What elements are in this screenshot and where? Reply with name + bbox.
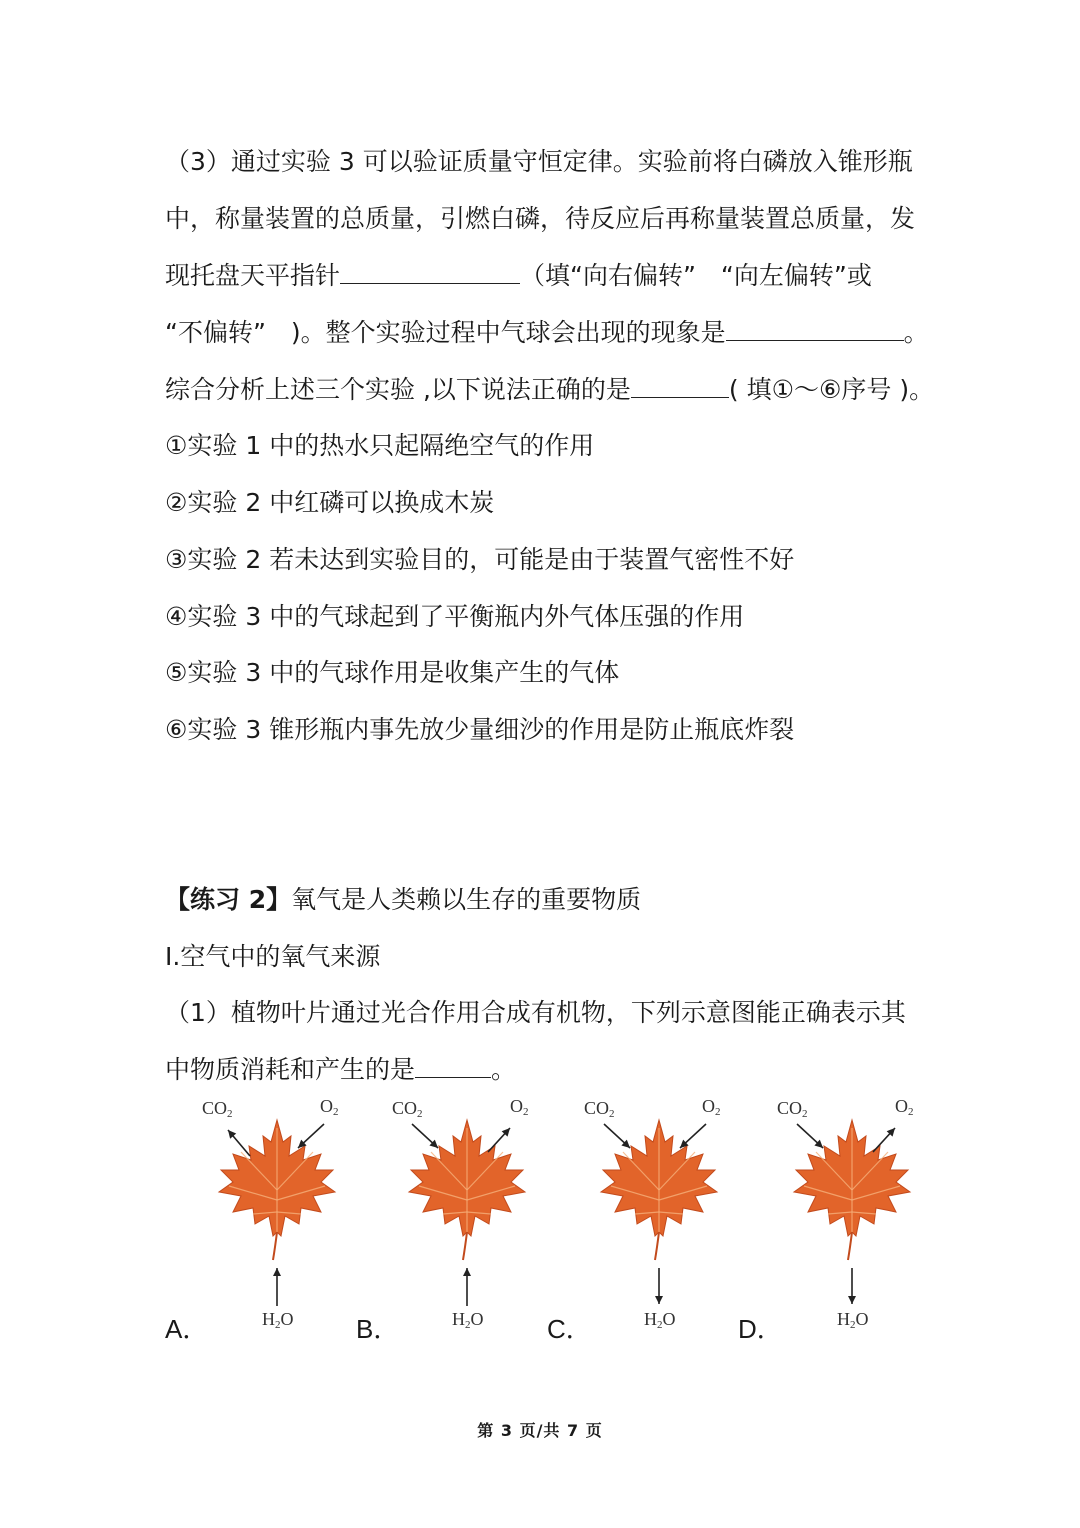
co2-arrow-in	[604, 1124, 630, 1148]
q3-line2: 中，称量装置的总质量，引燃白磷，待反应后再称量装置总质量，发	[165, 204, 916, 233]
maple-leaf-icon	[794, 1120, 910, 1260]
q3-line1: （3）通过实验 3 可以验证质量守恒定律。实验前将白磷放入锥形瓶	[165, 147, 913, 176]
o2-label: $O_2$	[702, 1096, 721, 1118]
co2-label: $CO_2$	[202, 1098, 233, 1120]
statement-5: ⑤实验 3 中的气球作用是收集产生的气体	[165, 658, 620, 687]
h2o-arrow-in	[273, 1268, 281, 1306]
q3-line5: 综合分析上述三个实验 ,以下说法正确的是 ( 填①～⑥序号 )。	[165, 375, 935, 404]
statement-6: ⑥实验 3 锥形瓶内事先放少量细沙的作用是防止瓶底炸裂	[165, 715, 795, 744]
section-title: Ⅰ.空气中的氧气来源	[165, 942, 381, 971]
answer-blank-balloon[interactable]	[726, 318, 904, 341]
o2-label: $O_2$	[895, 1096, 914, 1118]
q3-line4: “不偏转” )。整个实验过程中气球会出现的现象是 。	[165, 318, 929, 347]
answer-blank-pointer[interactable]	[340, 261, 520, 284]
statement-4: ④实验 3 中的气球起到了平衡瓶内外气体压强的作用	[165, 602, 745, 631]
q1-line1: （1）植物叶片通过光合作用合成有机物，下列示意图能正确表示其	[165, 998, 906, 1027]
h2o-label: $H_2O$	[837, 1309, 869, 1331]
h2o-arrow-in	[463, 1268, 471, 1306]
maple-leaf-icon	[409, 1120, 525, 1260]
leaf-diagram-b	[390, 1098, 550, 1328]
page-footer: 第 3 页/共 7 页	[477, 1421, 603, 1440]
h2o-arrow-out	[655, 1268, 663, 1304]
leaf-diagram-c	[582, 1098, 742, 1328]
practice2-heading: 【练习 2】氧气是人类赖以生存的重要物质	[165, 885, 642, 914]
option-a-label[interactable]: A．	[165, 1314, 209, 1344]
h2o-arrow-out	[848, 1268, 856, 1304]
q3-line3: 现托盘天平指针 （填“向右偏转” “向左偏转”或	[165, 261, 872, 290]
option-c-label[interactable]: C．	[547, 1314, 592, 1344]
h2o-label: $H_2O$	[262, 1309, 294, 1331]
o2-label: $O_2$	[320, 1096, 339, 1118]
co2-arrow-out	[228, 1130, 250, 1156]
o2-arrow-in	[680, 1124, 706, 1148]
answer-blank-statements[interactable]	[631, 375, 729, 398]
co2-arrow-in	[797, 1124, 823, 1148]
h2o-label: $H_2O$	[452, 1309, 484, 1331]
co2-label: $CO_2$	[392, 1098, 423, 1120]
o2-arrow-out	[488, 1128, 510, 1152]
leaf-diagram-a	[200, 1098, 360, 1328]
o2-arrow-out	[873, 1128, 895, 1152]
h2o-label: $H_2O$	[644, 1309, 676, 1331]
option-b-label[interactable]: B．	[356, 1314, 400, 1344]
statement-2: ②实验 2 中红磷可以换成木炭	[165, 488, 495, 517]
q1-line2: 中物质消耗和产生的是 。	[165, 1055, 517, 1084]
statement-1: ①实验 1 中的热水只起隔绝空气的作用	[165, 431, 595, 460]
leaf-diagram-d	[775, 1098, 935, 1328]
co2-label: $CO_2$	[584, 1098, 615, 1120]
answer-blank-photosynthesis[interactable]	[415, 1055, 491, 1078]
statement-3: ③实验 2 若未达到实验目的，可能是由于装置气密性不好	[165, 545, 795, 574]
option-d-label[interactable]: D．	[738, 1314, 783, 1344]
o2-label: $O_2$	[510, 1096, 529, 1118]
o2-arrow-in	[298, 1124, 324, 1148]
maple-leaf-icon	[601, 1120, 717, 1260]
co2-label: $CO_2$	[777, 1098, 808, 1120]
co2-arrow-in	[412, 1124, 438, 1148]
